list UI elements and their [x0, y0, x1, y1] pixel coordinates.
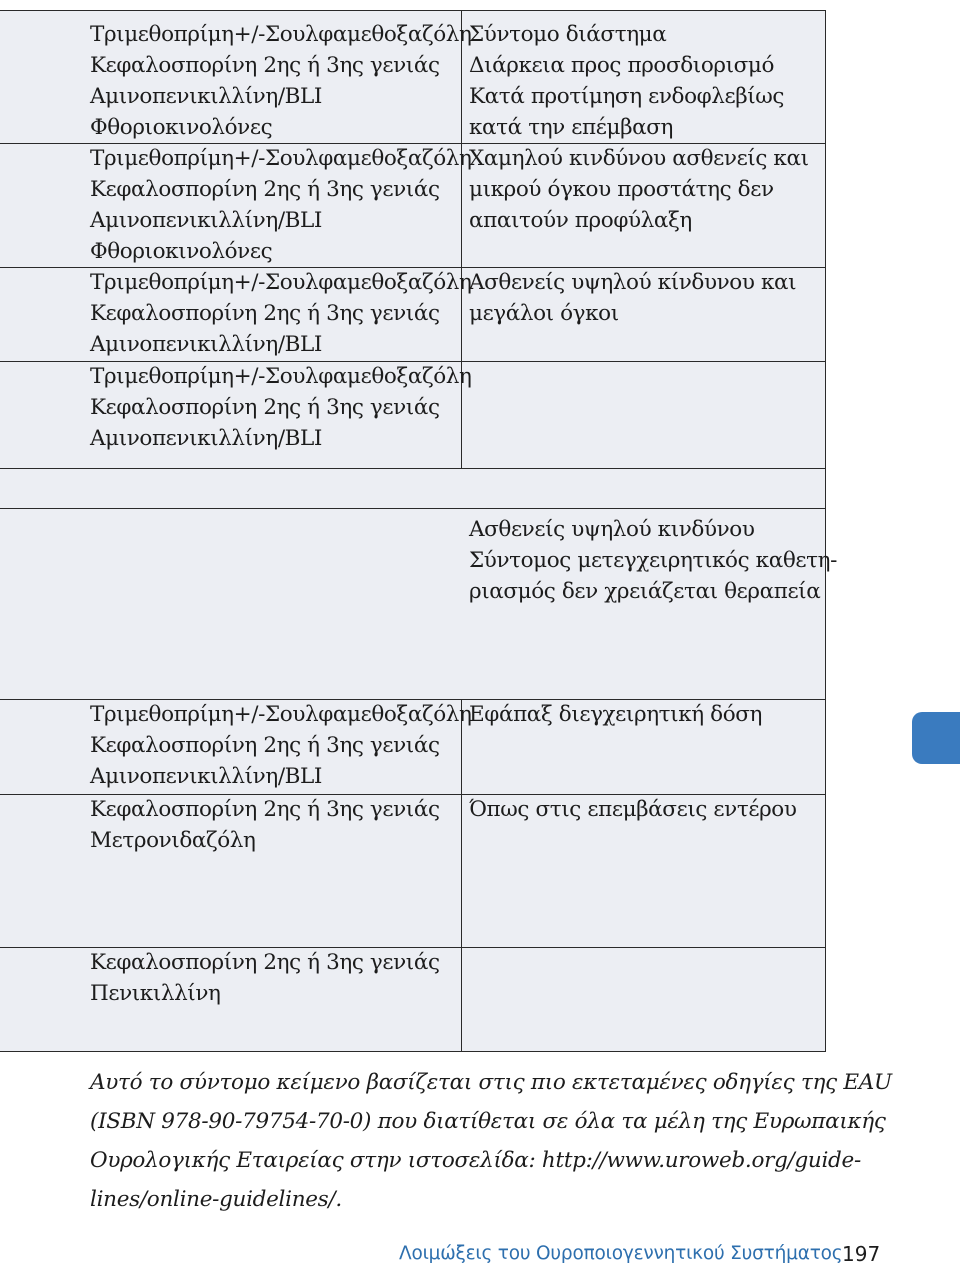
table-cell-antibiotics: [90, 361, 471, 454]
cell-line: Τριμεθοπρίμη+/-Σουλφαμεθοξαζόλη: [90, 22, 472, 47]
page-number: 197: [842, 1242, 881, 1266]
footnote-line: lines/online-guidelines/.: [90, 1187, 342, 1212]
cell-line: Όπως στις επεμβάσεις εντέρου: [469, 797, 797, 822]
cell-line: Αμινοπενικιλλίνη/BLI: [90, 208, 323, 233]
source-footnote: [90, 1063, 892, 1219]
cell-line: μικρού όγκου προστάτης δεν: [469, 177, 774, 202]
guidelines-table: [0, 10, 837, 1052]
cell-line: Τριμεθοπρίμη+/-Σουλφαμεθοξαζόλη: [90, 364, 472, 389]
cell-line: Φθοριοκινολόνες: [90, 115, 273, 140]
table-cell-remarks: [469, 794, 797, 825]
cell-line: Μετρονιδαζόλη: [90, 828, 256, 853]
footnote-line: (ISBN 978-90-79754-70-0) που διατίθεται σε όλα τα μέλη της Ευρωπαικής: [90, 1109, 886, 1134]
table-cell-remarks: [469, 19, 784, 143]
cell-line: Κεφαλοσπορίνη 2ης ή 3ης γενιάς: [90, 797, 440, 822]
cell-line: κατά την επέμβαση: [469, 115, 673, 140]
cell-line: Κεφαλοσπορίνη 2ης ή 3ης γενιάς: [90, 733, 440, 758]
cell-line: Διάρκεια προς προσδιορισμό: [469, 53, 775, 78]
cell-line: Αμινοπενικιλλίνη/BLI: [90, 332, 323, 357]
cell-line: απαιτούν προφύλαξη: [469, 208, 692, 233]
table-cell-remarks: [469, 267, 796, 329]
table-cell-remarks: [469, 143, 809, 236]
table-cell-antibiotics: [90, 143, 471, 267]
cell-line: Κεφαλοσπορίνη 2ης ή 3ης γενιάς: [90, 395, 440, 420]
cell-line: Αμινοπενικιλλίνη/BLI: [90, 426, 323, 451]
cell-line: ριασμός δεν χρειάζεται θεραπεία: [469, 579, 821, 604]
table-cell-antibiotics: [90, 267, 471, 360]
cell-line: Κεφαλοσπορίνη 2ης ή 3ης γενιάς: [90, 177, 440, 202]
cell-line: Ασθενείς υψηλού κίνδυνου και: [469, 270, 797, 295]
cell-line: Κεφαλοσπορίνη 2ης ή 3ης γενιάς: [90, 53, 440, 78]
cell-line: Τριμεθοπρίμη+/-Σουλφαμεθοξαζόλη: [90, 270, 472, 295]
cell-line: Χαμηλού κινδύνου ασθενείς και: [469, 146, 809, 171]
table-cell-antibiotics: [90, 947, 440, 1009]
cell-line: Σύντομο διάστημα: [469, 22, 667, 47]
footnote-line: Ουρολογικής Εταιρείας στην ιστοσελίδα: http://www.uroweb.org/guide-: [90, 1148, 861, 1173]
cell-line: Φθοριοκινολόνες: [90, 239, 273, 264]
table-cell-remarks: [469, 514, 837, 607]
cell-line: Σύντομος μετεγχειρητικός καθετη-: [469, 548, 837, 573]
footnote-line: Αυτό το σύντομο κείμενο βασίζεται στις πιο εκτεταμένες οδηγίες της EAU: [90, 1070, 892, 1095]
cell-line: Εφάπαξ διεγχειρητική δόση: [469, 702, 762, 727]
cell-line: Κεφαλοσπορίνη 2ης ή 3ης γενιάς: [90, 950, 440, 975]
row-divider: [0, 468, 825, 469]
chapter-side-tab: [912, 712, 960, 764]
cell-line: Κατά προτίμηση ενδοφλεβίως: [469, 84, 785, 109]
table-cell-remarks: [469, 699, 762, 730]
cell-line: Τριμεθοπρίμη+/-Σουλφαμεθοξαζόλη: [90, 702, 472, 727]
table-cell-antibiotics: [90, 19, 471, 143]
table-cell-antibiotics: [90, 699, 471, 792]
cell-line: μεγάλοι όγκοι: [469, 301, 619, 326]
cell-line: Ασθενείς υψηλού κινδύνου: [469, 517, 755, 542]
row-divider: [0, 508, 825, 509]
cell-line: Αμινοπενικιλλίνη/BLI: [90, 84, 323, 109]
cell-line: Κεφαλοσπορίνη 2ης ή 3ης γενιάς: [90, 301, 440, 326]
table-cell-antibiotics: [90, 794, 440, 856]
cell-line: Αμινοπενικιλλίνη/BLI: [90, 764, 323, 789]
running-footer-title: Λοιμώξεις του Ουροποιογεννητικού Συστήματος: [399, 1243, 843, 1264]
cell-line: Πενικιλλίνη: [90, 981, 221, 1006]
cell-line: Τριμεθοπρίμη+/-Σουλφαμεθοξαζόλη: [90, 146, 472, 171]
